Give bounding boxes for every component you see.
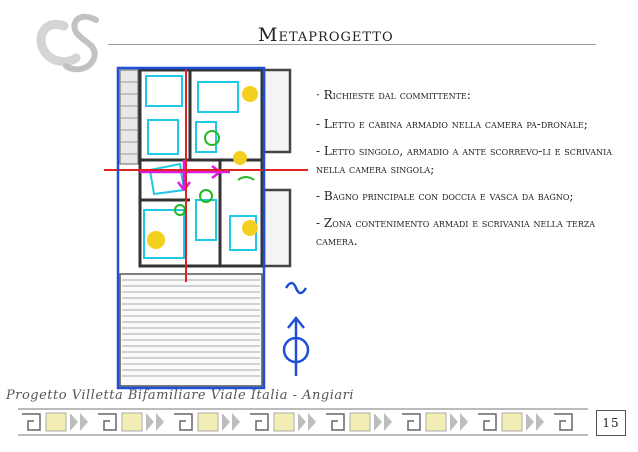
requirements-list xyxy=(316,86,616,259)
requirement-item: - Letto singolo, armadio a ante scorrevo-li e scrivania nella camera singola; xyxy=(316,144,613,176)
project-name: Progetto Villetta Bifamiliare Viale Italia - Angiari xyxy=(6,388,354,403)
requirement-item: - Zona contenimento armadi e scrivania nella terza camera. xyxy=(316,216,596,248)
page-number: 15 xyxy=(596,410,626,436)
floor-plan-sketch xyxy=(100,60,312,390)
requirement-item: - Bagno principale con doccia e vasca da bagno; xyxy=(316,189,574,203)
cs-monogram-logo xyxy=(30,8,110,78)
page-title: Metaprogetto xyxy=(258,24,394,46)
decorative-border-strip xyxy=(18,408,588,436)
requirements-heading: · Richieste dal committente: xyxy=(316,88,471,102)
requirement-item: - Letto e cabina armadio nella camera pa-dronale; xyxy=(316,117,588,131)
